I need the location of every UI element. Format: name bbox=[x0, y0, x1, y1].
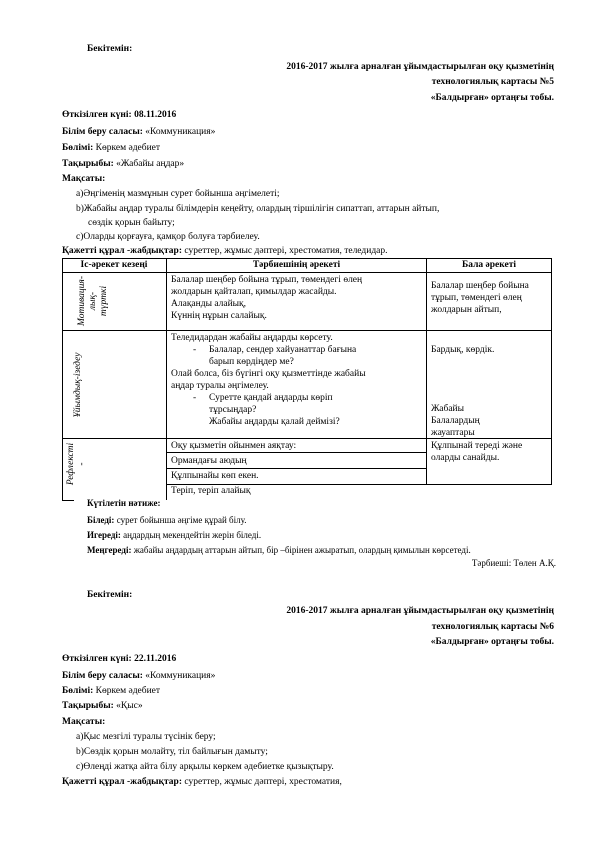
date-line: Өткізілген күні: 08.11.2016 bbox=[62, 110, 177, 120]
section-value: Көркем әдебиет bbox=[95, 143, 161, 153]
area-line bbox=[62, 126, 215, 138]
row3-teacher-line: Құлпынайы көп екен. bbox=[171, 471, 259, 481]
row3-teacher-line: Теріп, теріп алайық bbox=[171, 486, 251, 496]
teacher-signature: Тәрбиеші: Төлен А.Қ. bbox=[471, 558, 556, 568]
can-line bbox=[87, 544, 471, 556]
materials-label: Қажетті құрал -жабдықтар: bbox=[62, 777, 183, 787]
has-label: Игереді: bbox=[87, 530, 121, 540]
row1-teacher-line: Күннің нұрын салайық. bbox=[171, 311, 267, 321]
goal-a: а)Әңгіменің мазмұнын сурет бойынша әңгімелеті; bbox=[76, 189, 280, 199]
materials-value: суреттер, жұмыс дәптері, хрестоматия, bbox=[184, 777, 342, 787]
area-value: «Коммуникация» bbox=[145, 671, 216, 681]
topic-line bbox=[62, 158, 184, 170]
topic-value: «Қыс» bbox=[116, 701, 143, 711]
has-value: аңдардың мекендейтін жерін біледі. bbox=[123, 530, 262, 540]
row2-teacher-line: аңдар туралы әңгімелеу. bbox=[171, 381, 269, 391]
topic-label: Тақырыбы: bbox=[62, 159, 114, 169]
row1-teacher-line: жолдарын қайталап, қимылдар жасайды. bbox=[171, 287, 337, 297]
section-line bbox=[62, 685, 160, 697]
area-label: Білім беру саласы: bbox=[62, 127, 143, 137]
row2-child-line: Жабайы bbox=[431, 404, 465, 414]
knows-label: Біледі: bbox=[87, 515, 115, 525]
knows-value: сурет бойынша әңгіме құрай білу. bbox=[116, 515, 247, 525]
topic-line bbox=[62, 700, 143, 712]
row1-teacher-line: Балалар шеңбер бойына тұрып, төмендегі өлең bbox=[171, 275, 363, 285]
section-value: Көркем әдебиет bbox=[95, 686, 161, 696]
results-label: Күтілетін нәтиже: bbox=[87, 498, 161, 508]
goal-c: с)Оларды қорғауға, қамқор болуға тәрбиелеу. bbox=[76, 232, 260, 242]
goal-c: с)Өлеңді жатқа айта білу арқылы көркем әдебиетке қызықтыру. bbox=[76, 762, 334, 772]
row2-teacher-line: Теледидардан жабайы аңдарды көрсету. bbox=[171, 333, 333, 343]
plan-title-line1: 2016-2017 жылға арналған ұйымдастырылған оқу қызметінің bbox=[286, 606, 554, 616]
date-line: Өткізілген күні: 22.11.2016 bbox=[62, 654, 177, 664]
approved-label: Бекітемін: bbox=[87, 44, 133, 54]
row1-child-line: жолдарын айтып, bbox=[431, 305, 502, 315]
stage-reflexive: Рефлексті - bbox=[66, 442, 87, 486]
area-label: Білім беру саласы: bbox=[62, 671, 143, 681]
goal-b-line2: сөздік қорын байыту; bbox=[88, 218, 175, 228]
row2-teacher-line: Олай болса, біз бүгінгі оқу қызметтінде жабайы bbox=[171, 369, 366, 379]
can-label: Меңгереді: bbox=[87, 545, 132, 555]
knows-line bbox=[87, 514, 246, 526]
header-teacher: Тәрбиешінің әрекеті bbox=[252, 260, 341, 270]
row3-teacher-line: Оқу қызметін ойынмен аяқтау: bbox=[171, 441, 297, 451]
goals-label: Мақсаты: bbox=[62, 717, 106, 727]
area-line bbox=[62, 670, 215, 682]
has-line bbox=[87, 529, 261, 541]
section-label: Бөлімі: bbox=[62, 686, 94, 696]
stage-motivation: Мотивация- лық- түрткі bbox=[77, 275, 109, 327]
materials-line bbox=[62, 245, 388, 257]
goals-label: Мақсаты: bbox=[62, 174, 106, 184]
dash-icon: - bbox=[193, 345, 197, 355]
materials-line bbox=[62, 776, 342, 788]
row3-teacher-cell bbox=[171, 440, 422, 500]
goal-a: а)Қыс мезгілі туралы түсінік беру; bbox=[76, 732, 216, 742]
row2-teacher-line: тұрсыңдар? bbox=[209, 405, 257, 415]
row3-child-line: оларды санайды. bbox=[431, 453, 500, 463]
row1-child-line: тұрып, төмендегі өлең bbox=[431, 293, 522, 303]
header-child: Бала әрекеті bbox=[461, 260, 517, 270]
row2-teacher-bullet bbox=[171, 344, 422, 356]
activity-table bbox=[62, 258, 552, 500]
row3-teacher-line: Ормандағы аюдың bbox=[171, 456, 247, 466]
plan-title-line1: 2016-2017 жылға арналған ұйымдастырылған оқу қызметінің bbox=[286, 62, 554, 72]
row2-teacher-line: Суретте қандай аңдарды көріп bbox=[209, 393, 333, 403]
row1-child-line: Балалар шеңбер бойына bbox=[431, 281, 529, 291]
row2-teacher-line: Жабайы аңдарды қалай деймізі? bbox=[209, 417, 340, 427]
goal-b: b)Сөздік қорын молайту, тіл байлығын дамыту; bbox=[76, 747, 268, 757]
row1-child-cell bbox=[431, 280, 549, 330]
topic-label: Тақырыбы: bbox=[62, 701, 114, 711]
row3-child-cell bbox=[431, 440, 549, 480]
row2-child-line: жауаптары bbox=[431, 428, 475, 438]
approved-label: Бекітемін: bbox=[87, 590, 133, 600]
row2-teacher-bullet bbox=[171, 392, 422, 404]
row2-teacher-cell bbox=[171, 332, 422, 436]
plan-title-line2: технологиялық картасы №6 bbox=[431, 622, 554, 632]
plan-title-line2: технологиялық картасы №5 bbox=[431, 77, 554, 87]
row2-child-cell bbox=[431, 403, 549, 438]
materials-label: Қажетті құрал -жабдықтар: bbox=[62, 246, 183, 256]
row2-child-line: Балалардың bbox=[431, 416, 480, 426]
goal-b-line1: b)Жабайы аңдар туралы білімдерін кеңейту, олардың тіршілігін сипаттап, аттарын айтып, bbox=[76, 204, 440, 214]
group-name: «Балдырған» ортаңғы тобы. bbox=[430, 637, 554, 647]
topic-value: «Жабайы аңдар» bbox=[116, 159, 185, 169]
row2-teacher-line: барып көрдіңдер ме? bbox=[209, 357, 294, 367]
stage-organizational: Ұйымдық-ізедеу bbox=[73, 352, 83, 418]
row1-teacher-cell bbox=[171, 274, 422, 330]
can-value: жабайы аңдардың аттарын айтып, бір –бірінен ажыратып, олардың қимылын көрсетеді. bbox=[133, 545, 471, 555]
header-stage: Іс-әрекет кезеңі bbox=[80, 260, 148, 270]
dash-icon: - bbox=[193, 393, 197, 403]
row2-teacher-line: Балалар, сендер хайуанаттар бағына bbox=[209, 345, 357, 355]
row2-child-line: Бардық, көрдік. bbox=[431, 345, 495, 355]
materials-value: суреттер, жұмыс дәптері, хрестоматия, теледидар. bbox=[184, 246, 388, 256]
group-name: «Балдырған» ортаңғы тобы. bbox=[430, 93, 554, 103]
row1-teacher-line: Алақанды алайық, bbox=[171, 299, 247, 309]
section-line bbox=[62, 142, 160, 154]
area-value: «Коммуникация» bbox=[145, 127, 216, 137]
section-label: Бөлімі: bbox=[62, 143, 94, 153]
row3-child-line: Құлпынай тереді және bbox=[431, 441, 523, 451]
